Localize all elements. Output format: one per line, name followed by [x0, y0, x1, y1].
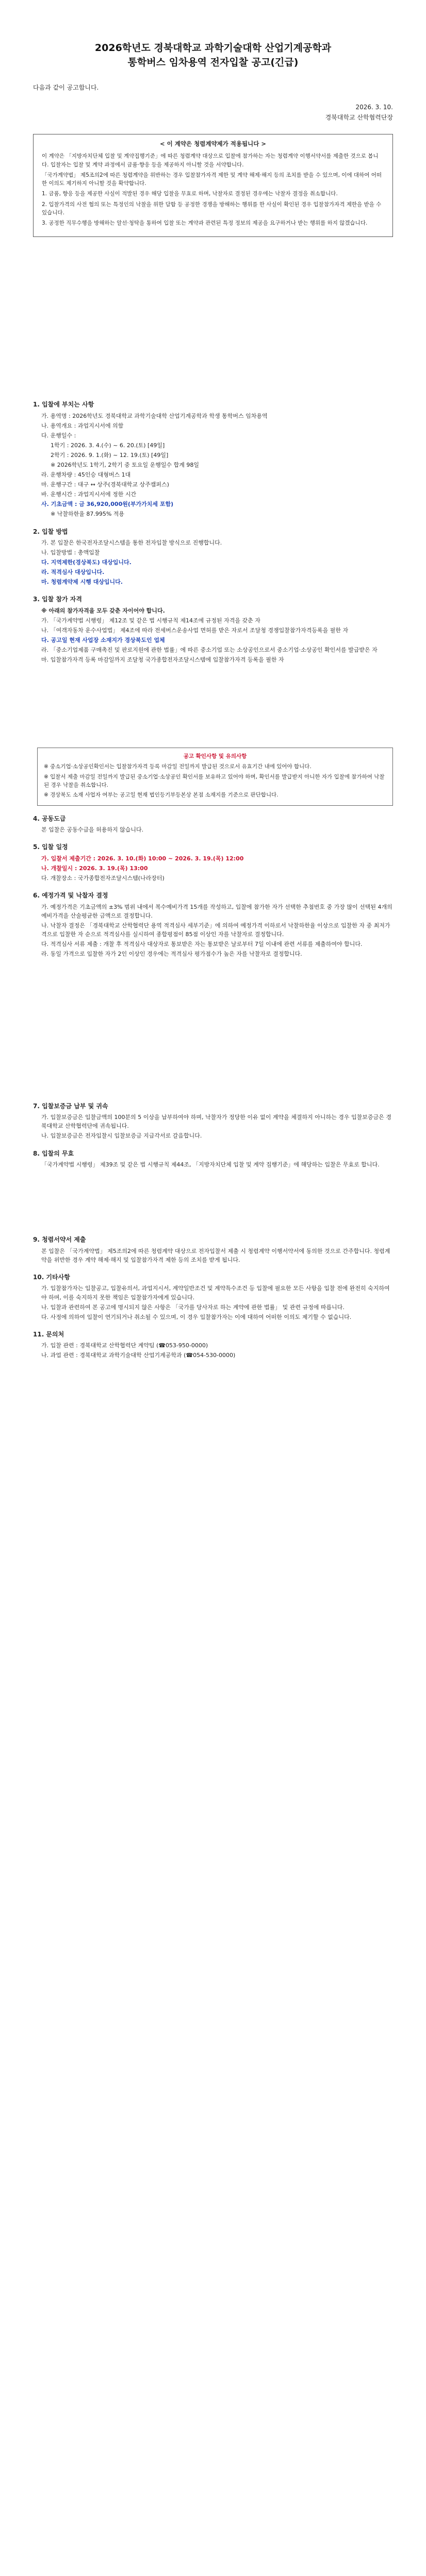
bid-opening-datetime: 나. 개찰일시 : 2026. 3. 19.(목) 13:00: [41, 865, 148, 872]
contact-line: 가. 입찰 관련 : 경북대학교 산학협력단 계약팀 (☎053-950-0000): [41, 1342, 208, 1349]
section-line: 나. 낙찰자 결정은 「경북대학교 산학협력단 용역 적격심사 세부기준」에 의하여 예정가격 이하로서 낙찰하한율 이상으로 입찰한 자 중 최저가격으로 입찰한 자 순으로 적격심사를 실시하여 종합평점이 85점 이상인 자를 낙찰자로 결정합니다.: [41, 922, 390, 938]
section-line: 바. 운행시간 : 과업지시서에 정한 시간: [41, 491, 137, 498]
section-title: 5. 입찰 일정: [33, 843, 68, 851]
section-bid-bond: [33, 1101, 393, 1141]
section-line: 가. 입찰보증금은 입찰금액의 100분의 5 이상을 납부하여야 하며, 낙찰자가 정당한 이유 없이 계약을 체결하지 아니하는 경우 입찰보증금은 경북대학교 산학협력단에 귀속됩니다.: [41, 1114, 391, 1130]
section-title: 3. 입찰 참가 자격: [33, 596, 82, 603]
section-title: 8. 입찰의 무효: [33, 1149, 74, 1157]
section-line: 마. 청렴계약제 시행 대상입니다.: [41, 579, 123, 586]
section-invalid-bids: [33, 1149, 393, 1170]
section-line: 1학기 : 2026. 3. 4.(수) ~ 6. 20.(토) [49일]: [51, 442, 165, 449]
section-title: 2. 입찰 방법: [33, 528, 68, 535]
section-title: 6. 예정가격 및 낙찰자 결정: [33, 891, 108, 899]
issuer-name: 경북대학교 산학협력단장: [325, 114, 393, 122]
section-line: 라. 적격심사 대상입니다.: [41, 569, 105, 576]
section-joint-contract: [33, 814, 393, 835]
blank-area: [33, 665, 393, 742]
section-line: 다. 사정에 의하여 입찰이 연기되거나 취소될 수 있으며, 이 경우 입찰참가자는 이에 대하여 어떠한 이의도 제기할 수 없습니다.: [41, 1313, 352, 1320]
section-line: 나. 입찰방법 : 총액입찰: [41, 549, 100, 556]
section-line: 본 입찰은 공동수급을 허용하지 않습니다.: [41, 826, 144, 834]
section-contact: [33, 1330, 393, 1360]
qualification-box-line: ※ 경상북도 소재 사업자 여부는 공고일 현재 법인등기부등본상 본점 소재지를 기준으로 판단합니다.: [44, 792, 278, 799]
notice-paragraph: 2. 입찰가격의 사전 협의 또는 특정인의 낙찰을 위한 담합 등 공정한 경쟁을 방해하는 행위를 한 사실이 확인된 경우 입찰참가자격 제한을 받을 수 있습니다.: [42, 201, 382, 216]
notice-paragraph: 1. 금품, 향응 등을 제공한 사실이 적발된 경우 해당 입찰을 무효로 하며, 낙찰자로 결정된 경우에는 낙찰자 결정을 취소합니다.: [42, 191, 338, 197]
section-bidding-schedule: [33, 842, 393, 883]
section-line: 마. 입찰참가자격 등록 마감일까지 조달청 국가종합전자조달시스템에 입찰참가자격 등록을 필한 자: [41, 656, 284, 664]
section-title: 7. 입찰보증금 납부 및 귀속: [33, 1102, 108, 1110]
section-line: 나. 「여객자동차 운수사업법」 제4조에 따라 전세버스운송사업 면허를 받은 자로서 조달청 경쟁입찰참가자격등록을 필한 자: [41, 627, 349, 634]
section-line: 라. 「중소기업제품 구매촉진 및 판로지원에 관한 법률」에 따른 중소기업 또는 소상공인으로서 중소기업·소상공인 확인서를 발급받은 자: [41, 647, 378, 654]
section-line: 다. 지역제한(경상북도) 대상입니다.: [41, 559, 132, 566]
section-line: 「국가계약법 시행령」 제39조 및 같은 법 시행규칙 제44조, 「지방자치단체 입찰 및 계약 집행기준」에 해당하는 입찰은 무효로 합니다.: [41, 1161, 380, 1168]
qualification-box-title: 공고 확인사항 및 유의사항: [183, 753, 247, 760]
section-line: 나. 용역개요 : 과업지시서에 의함: [41, 422, 124, 430]
blank-area: [33, 1170, 393, 1227]
intro-text: 다음과 같이 공고합니다.: [33, 84, 99, 92]
section-bidding-items: [33, 400, 393, 518]
section-line: 라. 운행차량 : 45인승 대형버스 1대: [41, 471, 131, 479]
qualification-box-line: ※ 중소기업·소상공인확인서는 입찰참가자격 등록 마감일 전일까지 발급된 것으로서 유효기간 내에 있어야 합니다.: [44, 764, 312, 770]
section-line: 마. 운행구간 : 대구 ↔ 상주(경북대학교 상주캠퍼스): [41, 481, 169, 488]
section-line: 가. 「국가계약법 시행령」 제12조 및 같은 법 시행규칙 제14조에 규정된 자격을 갖춘 자: [41, 617, 260, 624]
blank-area: [33, 1361, 393, 1381]
section-line: 가. 본 입찰은 한국전자조달시스템을 통한 전자입찰 방식으로 진행합니다.: [41, 539, 222, 547]
announcement-date: 2026. 3. 10.: [355, 103, 393, 111]
document-title: [33, 0, 393, 70]
section-qualification: [33, 595, 393, 664]
contact-line: 나. 과업 관련 : 경북대학교 과학기술대학 산업기계공학과 (☎054-530-0000): [41, 1352, 236, 1359]
section-bidding-method: [33, 527, 393, 587]
blank-area: [33, 959, 393, 1093]
section-line: 가. 용역명 : 2026학년도 경북대학교 과학기술대학 산업기계공학과 학생 통학버스 임차용역: [41, 413, 268, 419]
date-block: [33, 102, 393, 123]
section-line: 나. 입찰보증금은 전자입찰시 입찰보증금 지급각서로 갈음합니다.: [41, 1132, 202, 1140]
section-line: 본 입찰은 「국가계약법」 제5조의2에 따른 청렴계약 대상으로 전자입찰서 제출 시 청렴계약 이행서약서에 동의한 것으로 간주합니다. 청렴계약을 위반한 경우 계약 해제·해지 및 입찰참가자격 제한 등의 조치를 받게 됩니다.: [41, 1247, 390, 1263]
section-price-and-winner: [33, 891, 393, 958]
section-line: ※ 2026학년도 1학기, 2학기 중 토요일 운행일수 합계 98일: [51, 462, 199, 469]
qualification-box-line: ※ 입찰서 제출 마감일 전일까지 발급된 중소기업·소상공인 확인서를 보유하고 있어야 하며, 확인서를 발급받지 아니한 자가 입찰에 참가하여 낙찰된 경우 낙찰을 취소합니다.: [44, 773, 385, 789]
section-title: 9. 청렴서약서 제출: [33, 1236, 86, 1244]
base-amount-line: 사. 기초금액 : 금 36,920,000원(부가가치세 포함): [41, 501, 174, 508]
blank-area: [33, 237, 393, 392]
section-line: 다. 적격심사 서류 제출 : 개찰 후 적격심사 대상자로 통보받은 자는 통보받은 날로부터 7일 이내에 관련 서류를 제출하여야 합니다.: [41, 940, 363, 947]
section-line: 다. 개찰장소 : 국가종합전자조달시스템(나라장터): [41, 874, 165, 882]
notice-paragraph: 3. 공정한 직무수행을 방해하는 알선·청탁을 통하여 입찰 또는 계약과 관련된 특정 정보의 제공을 요구하거나 받는 행위를 하지 않겠습니다.: [42, 220, 368, 227]
section-other-matters: [33, 1273, 393, 1321]
bid-submission-period: 가. 입찰서 제출기간 : 2026. 3. 10.(화) 10:00 ~ 2026. 3. 19.(목) 12:00: [41, 855, 244, 862]
integrity-contract-notice: [33, 134, 393, 237]
section-title: 4. 공동도급: [33, 815, 66, 822]
title-line-2: 통학버스 임차용역 전자입찰 공고(긴급): [127, 56, 299, 68]
qualification-notice-box: [37, 748, 393, 805]
section-title: 10. 기타사항: [33, 1273, 70, 1281]
section-line: 라. 동일 가격으로 입찰한 자가 2인 이상인 경우에는 적격심사 평가점수가 높은 자를 낙찰자로 결정합니다.: [41, 950, 302, 957]
section-line: 나. 입찰과 관련하여 본 공고에 명시되지 않은 사항은 「국가를 당사자로 하는 계약에 관한 법률」 및 관련 규정에 따릅니다.: [41, 1303, 345, 1311]
section-line: 다. 운행일수 :: [41, 432, 76, 439]
section-title: 1. 입찰에 부치는 사항: [33, 401, 94, 409]
section-line: ※ 낙찰하한율 87.995% 적용: [51, 511, 125, 518]
section-title: 11. 문의처: [33, 1330, 64, 1338]
section-line: ※ 아래의 참가자격을 모두 갖춘 자이어야 합니다.: [41, 607, 165, 614]
section-line: 2학기 : 2026. 9. 1.(화) ~ 12. 19.(토) [49일]: [51, 452, 169, 459]
section-integrity-pledge: [33, 1235, 393, 1264]
section-line: 가. 입찰참가자는 입찰공고, 입찰유의서, 과업지시서, 계약일반조건 및 계약특수조건 등 입찰에 필요한 모든 사항을 입찰 전에 완전히 숙지하여야 하며, 이를 숙지하지 못한 책임은 입찰참가자에게 있습니다.: [41, 1285, 390, 1301]
notice-paragraph: 이 계약은 「지방자치단체 입찰 및 계약집행기준」에 따른 청렴계약 대상으로 입찰에 참가하는 자는 청렴계약 이행서약서를 제출한 것으로 봅니다. 입찰자는 입찰 및 계약 과정에서 금품·향응 등을 제공하지 아니할 것을 서약합니다.: [42, 153, 379, 168]
notice-title: < 이 계약은 청렴계약제가 적용됩니다 >: [160, 140, 266, 148]
section-line: 다. 공고일 현재 사업장 소재지가 경상북도인 업체: [41, 637, 165, 644]
section-line: 가. 예정가격은 기초금액의 ±3% 범위 내에서 복수예비가격 15개를 작성하고, 입찰에 참가한 자가 선택한 추첨번호 중 가장 많이 선택된 4개의 예비가격을 산술평균한 금액으로 결정합니다.: [41, 903, 392, 919]
notice-paragraph: 「국가계약법」 제5조의2에 따른 청렴계약을 위반하는 경우 입찰참가자격 제한 및 계약 해제·해지 등의 조치를 받을 수 있으며, 이에 대하여 어떠한 이의도 제기하지 아니할 것을 확약합니다.: [42, 172, 382, 187]
title-line-1: 2026학년도 경북대학교 과학기술대학 산업기계공학과: [94, 42, 332, 54]
